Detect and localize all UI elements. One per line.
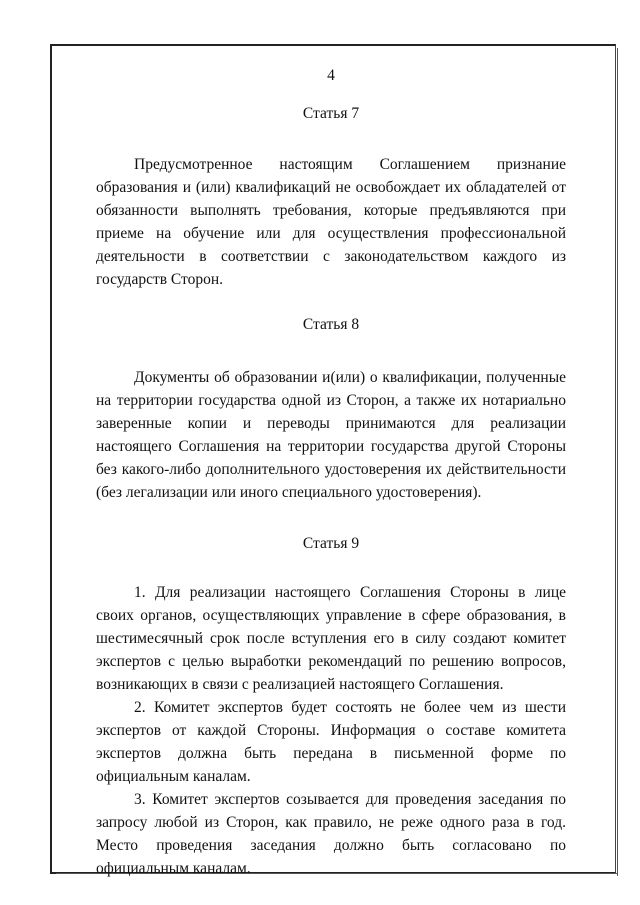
document-body [96, 64, 566, 880]
article-7 [96, 102, 566, 291]
article-8 [96, 313, 566, 504]
article-paragraph: Предусмотренное настоящим Соглашением признание образования и (или) квалификаций не освобождает их обладателей от обязанности выполнять требования, которые предъявляются при приеме на обучение или для осуществления профессиональной деятельности в соответствии с законодательством каждого из государств Сторон. [96, 156, 566, 288]
article-heading: Статья 8 [302, 316, 360, 333]
article-9 [96, 532, 566, 880]
article-paragraph: 3. Комитет экспертов созывается для проведения заседания по запросу любой из Сторон, как правило, не реже одного раза в год. Место проведения заседания должно быть согласовано по официальным каналам. [96, 791, 566, 877]
page-border-shadow-right [617, 48, 620, 876]
article-paragraph: 1. Для реализации настоящего Соглашения Стороны в лице своих органов, осуществляющих управление в сфере образования, в шестимесячный срок после вступления его в силу создают комитет экспертов с целью выработки рекомендаций по решению вопросов, возникающих в связи с реализацией настоящего Соглашения. [96, 584, 566, 693]
article-heading: Статья 9 [302, 535, 360, 552]
article-paragraph: Документы об образовании и(или) о квалификации, полученные на территории государства одной из Сторон, а также их нотариально заверенные копии и переводы принимаются для реализации настоящего Соглашения на территории государства другой Стороны без какого-либо дополнительного удостоверения их действительности (без легализации или иного специального удостоверения). [96, 369, 566, 501]
article-heading: Статья 7 [302, 105, 360, 122]
page-number: 4 [327, 67, 335, 84]
article-paragraph: 2. Комитет экспертов будет состоять не более чем из шести экспертов от каждой Стороны. Информация о составе комитета экспертов должна быть передана в письменной форме по официальным каналам. [96, 699, 566, 785]
